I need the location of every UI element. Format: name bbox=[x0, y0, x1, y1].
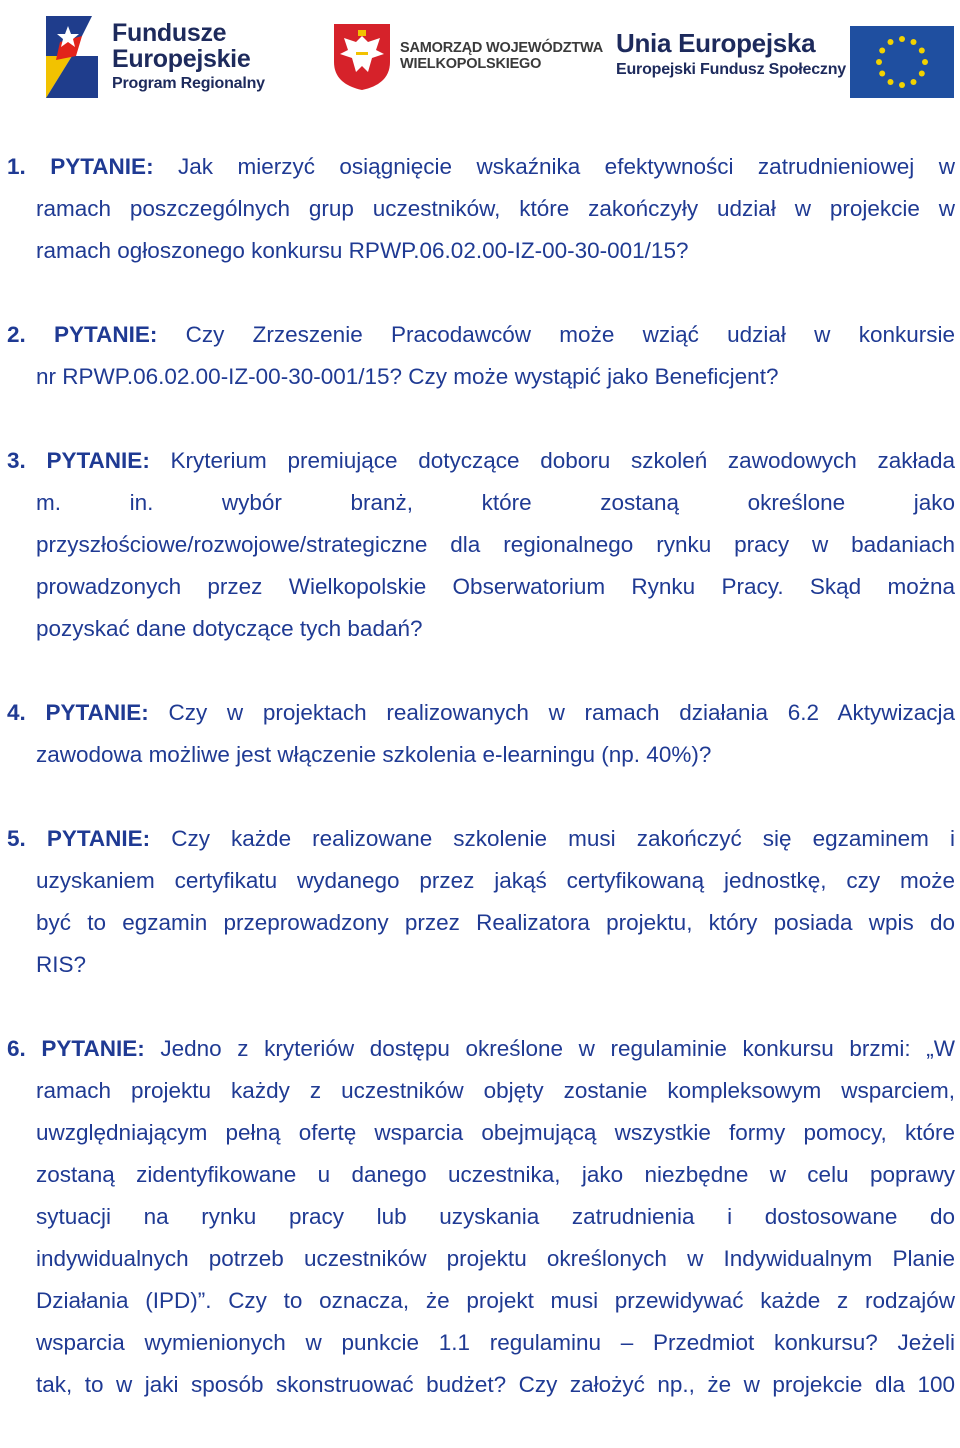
fundusze-europejskie-logo bbox=[42, 12, 265, 100]
fundusze-line1: Fundusze bbox=[112, 18, 227, 47]
question-line: indywidualnych potrzeb uczestników projektu określonych w Indywidualnym Planie bbox=[36, 1246, 955, 1271]
samorzad-line1: SAMORZĄD WOJEWÓDZTWA bbox=[400, 40, 604, 57]
question-text: Czy Zrzeszenie Pracodawców może wziąć udział w konkursie bbox=[157, 322, 955, 347]
question-line: zawodowa możliwe jest włączenie szkolenia e-learningu (np. 40%)? bbox=[36, 742, 712, 767]
question-line: być to egzamin przeprowadzony przez Realizatora projektu, który posiada wpis do bbox=[36, 910, 955, 935]
question-line: uwzględniającym pełną ofertę wsparcia obejmującą wszystkie formy pomocy, które bbox=[36, 1120, 955, 1145]
question-number: 6. bbox=[7, 1036, 26, 1061]
question-line: Działania (IPD)”. Czy to oznacza, że projekt musi przewidywać każde z rodzajów bbox=[36, 1288, 955, 1313]
question-number: 3. bbox=[7, 448, 26, 473]
question-line: sytuacji na rynku pracy lub uzyskania zatrudnienia i dostosowane do bbox=[36, 1204, 955, 1229]
question-line bbox=[7, 818, 955, 860]
question-label: PYTANIE: bbox=[54, 322, 158, 347]
samorzad-line2: WIELKOPOLSKIEGO bbox=[400, 56, 542, 72]
question-text: Jak mierzyć osiągnięcie wskaźnika efektywności zatrudnieniowej w bbox=[153, 154, 955, 179]
question-line: ramach ogłoszonego konkursu RPWP.06.02.00-IZ-00-30-001/15? bbox=[36, 238, 689, 263]
question-1 bbox=[7, 146, 955, 272]
question-line: pozyskać dane dotyczące tych badań? bbox=[36, 616, 423, 641]
question-line: przyszłościowe/rozwojowe/strategiczne dla regionalnego rynku pracy w badaniach bbox=[36, 532, 955, 557]
eagle-coat-of-arms-icon bbox=[332, 22, 392, 92]
question-number: 2. bbox=[7, 322, 26, 347]
question-text: Czy każde realizowane szkolenie musi zakończyć się egzaminem i bbox=[150, 826, 955, 851]
question-line bbox=[7, 1028, 955, 1070]
question-line: wsparcia wymienionych w punkcie 1.1 regulaminu – Przedmiot konkursu? Jeżeli bbox=[36, 1330, 955, 1355]
ue-line1: Unia Europejska bbox=[616, 28, 816, 58]
logo-header bbox=[0, 0, 960, 110]
question-line: uzyskaniem certyfikatu wydanego przez jakąś certyfikowaną jednostkę, czy może bbox=[36, 868, 955, 893]
eu-flag-icon bbox=[850, 26, 954, 98]
question-line: nr RPWP.06.02.00-IZ-00-30-001/15? Czy może wystąpić jako Beneficjent? bbox=[36, 364, 779, 389]
unia-europejska-logo bbox=[616, 30, 846, 78]
question-line bbox=[7, 146, 955, 188]
question-number: 1. bbox=[7, 154, 26, 179]
question-line: ramach projektu każdy z uczestników objęty zostanie kompleksowym wsparciem, bbox=[36, 1078, 955, 1103]
question-line: ramach poszczególnych grup uczestników, które zakończyły udział w projekcie w bbox=[36, 196, 955, 221]
question-line bbox=[7, 440, 955, 482]
question-5 bbox=[7, 818, 955, 986]
questions-list bbox=[7, 146, 955, 1448]
question-line: tak, to w jaki sposób skonstruować budżet? Czy założyć np., że w projekcie dla 100 bbox=[36, 1372, 955, 1397]
question-label: PYTANIE: bbox=[41, 1036, 145, 1061]
question-line: m. in. wybór branż, które zostaną określone jako bbox=[36, 490, 955, 515]
question-line: zostaną zidentyfikowane u danego uczestnika, jako niezbędne w celu poprawy bbox=[36, 1162, 955, 1187]
question-6 bbox=[7, 1028, 955, 1406]
ue-line2: Europejski Fundusz Społeczny bbox=[616, 61, 846, 78]
question-3 bbox=[7, 440, 955, 650]
question-4 bbox=[7, 692, 955, 776]
question-label: PYTANIE: bbox=[45, 700, 149, 725]
question-label: PYTANIE: bbox=[50, 154, 154, 179]
question-label: PYTANIE: bbox=[46, 826, 151, 851]
question-text: Czy w projektach realizowanych w ramach działania 6.2 Aktywizacja bbox=[148, 700, 955, 725]
question-line: RIS? bbox=[36, 952, 87, 977]
question-line bbox=[7, 314, 955, 356]
question-text: Jedno z kryteriów dostępu określone w regulaminie konkursu brzmi: „W bbox=[144, 1036, 955, 1061]
question-line: prowadzonych przez Wielkopolskie Obserwatorium Rynku Pracy. Skąd można bbox=[36, 574, 955, 599]
question-number: 4. bbox=[7, 700, 26, 725]
fundusze-line2: Europejskie bbox=[112, 44, 251, 73]
question-text: Kryterium premiujące dotyczące doboru szkoleń zawodowych zakłada bbox=[149, 448, 955, 473]
fundusze-europejskie-emblem-icon bbox=[42, 12, 104, 100]
samorzad-wojewodztwa-logo bbox=[332, 22, 603, 92]
question-line bbox=[7, 692, 955, 734]
question-label: PYTANIE: bbox=[46, 448, 150, 473]
question-2 bbox=[7, 314, 955, 398]
question-number: 5. bbox=[7, 826, 26, 851]
fundusze-line3: Program Regionalny bbox=[112, 74, 265, 92]
